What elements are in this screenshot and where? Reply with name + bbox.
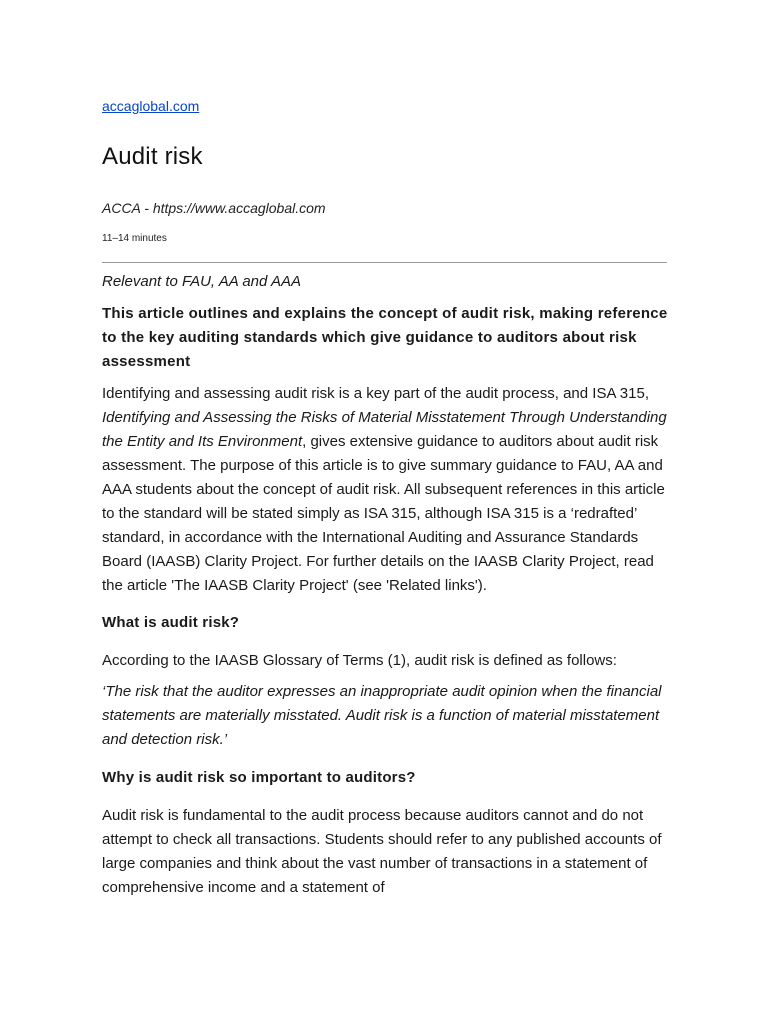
page-title: Audit risk: [102, 143, 203, 170]
importance-paragraph: Audit risk is fundamental to the audit process because auditors cannot and do not attempt to check all transactions. Students should refer to any published accounts of large companies and think about the vast number of transactions in a statement of comprehensive income and a statement of: [102, 807, 662, 896]
standfirst: This article outlines and explains the concept of audit risk, making reference to the key auditing standards which give guidance to auditors about risk assessment: [102, 305, 668, 370]
source-link[interactable]: accaglobal.com: [102, 98, 200, 114]
intro-text-end: , gives extensive guidance to auditors about audit risk assessment. The purpose of this article is to give summary guidance to FAU, AA and AAA students about the concept of audit risk. All subsequent references in this article to the standard will be stated simply as ISA 315, although ISA 315 is a ‘redrafted’ standard, in accordance with the International Auditing and Assurance Standards Board (IAASB) Clarity Project. For further details on the IAASB Clarity Project, read the article 'The IAASB Clarity Project' (see 'Related links').: [102, 433, 665, 594]
intro-text-start: Identifying and assessing audit risk is a key part of the audit process, and ISA 315,: [102, 385, 649, 402]
byline: ACCA - https://www.accaglobal.com: [102, 200, 326, 216]
section-heading-why-important: Why is audit risk so important to auditors?: [102, 769, 416, 786]
relevant-note: Relevant to FAU, AA and AAA: [102, 273, 301, 290]
isa-title: Identifying and Assessing the Risks of Material Misstatement Through Understanding the Entity and Its Environment: [102, 409, 667, 450]
definition-intro: According to the IAASB Glossary of Terms (1), audit risk is defined as follows:: [102, 652, 617, 669]
section-heading-what-is-audit-risk: What is audit risk?: [102, 614, 240, 631]
article-body: [102, 270, 668, 913]
divider: [102, 262, 667, 263]
read-time: 11–14 minutes: [102, 233, 167, 244]
definition-quote: ‘The risk that the auditor expresses an inappropriate audit opinion when the financial statements are materially misstated. Audit risk is a function of material misstatement and detection risk.’: [102, 683, 662, 748]
intro-paragraph: [102, 382, 668, 598]
